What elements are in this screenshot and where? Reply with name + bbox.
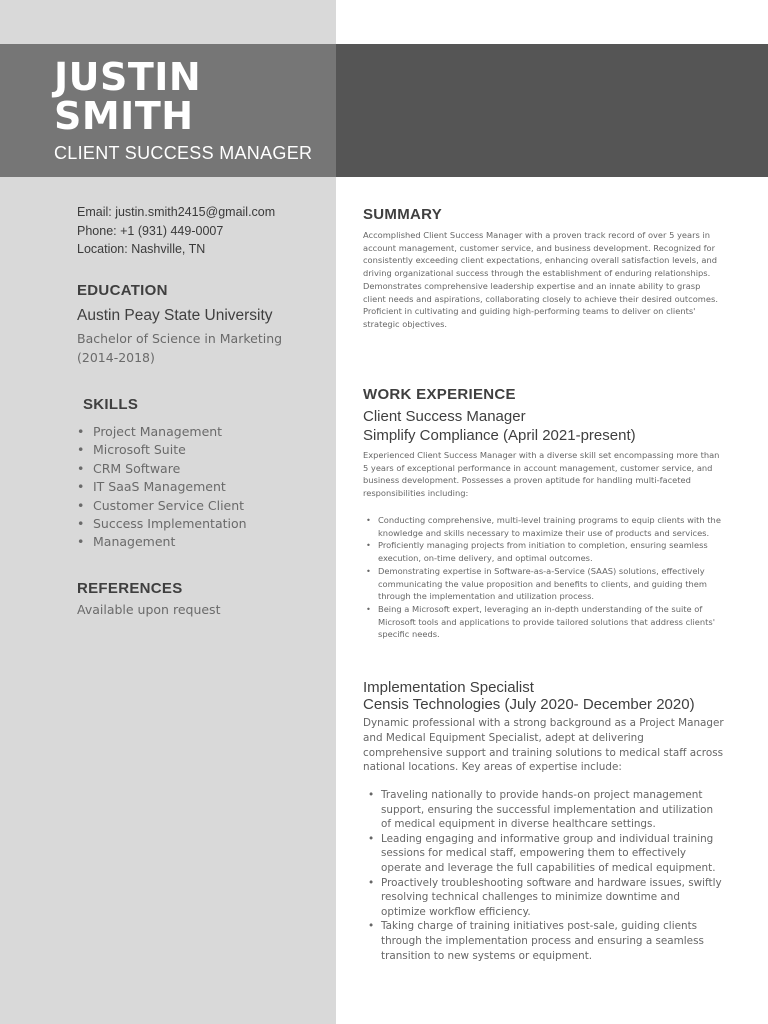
last-name: SMITH: [54, 94, 194, 138]
job-bullet: • Taking charge of training initiatives post-sale, guiding clients through the implementation process and ensuring a seamless transition to new systems or equipment.: [368, 919, 726, 963]
header-band-right: [336, 44, 768, 177]
skill-item: • CRM Software: [77, 460, 247, 478]
references-text: Available upon request: [77, 602, 221, 617]
job-bullet: • Being a Microsoft expert, leveraging an in-depth understanding of the suite of Microsoft tools and applications to provide tailored solutions that address clients' specific needs.: [366, 603, 724, 641]
candidate-name: [54, 55, 202, 138]
education-school: Austin Peay State University: [77, 307, 273, 324]
skill-item: • Success Implementation: [77, 515, 247, 533]
skills-heading: SKILLS: [83, 396, 139, 413]
job-bullet: • Proactively troubleshooting software and hardware issues, swiftly resolving technical challenges to minimize downtime and optimize workflow efficiency.: [368, 876, 726, 920]
contact-block: [77, 203, 275, 259]
job-title: Client Success Manager: [363, 408, 526, 425]
skills-list: [77, 423, 247, 552]
work-experience-heading: WORK EXPERIENCE: [363, 386, 516, 403]
job-description: Dynamic professional with a strong background as a Project Manager and Medical Equipment Specialist, adept at delivering comprehensive support and training solutions to medical staff across national locations. Key areas of expertise include:: [363, 717, 724, 774]
first-name: JUSTIN: [54, 55, 202, 99]
contact-phone: Phone: +1 (931) 449-0007: [77, 223, 224, 238]
contact-email: Email: justin.smith2415@gmail.com: [77, 205, 276, 219]
job-bullet: • Demonstrating expertise in Software-as-a-Service (SAAS) solutions, effectively communicating the value proposition and benefits to clients, and guiding them through the implementation and utilization process.: [366, 565, 724, 603]
skill-item: • Project Management: [77, 423, 247, 441]
contact-location: Location: Nashville, TN: [77, 242, 206, 256]
references-heading: REFERENCES: [77, 580, 183, 597]
job-bullet: • Proficiently managing projects from initiation to completion, ensuring seamless execution, on-time delivery, and optimal outcomes.: [366, 539, 724, 564]
skill-item: • Customer Service Client: [77, 497, 247, 515]
summary-heading: SUMMARY: [363, 206, 443, 223]
job-bullet: • Traveling nationally to provide hands-on project management support, ensuring the successful implementation and utilization of medical equipment in diverse healthcare settings.: [368, 788, 726, 832]
job-company: Censis Technologies (July 2020- December 2020): [363, 696, 695, 713]
skill-item: • Management: [77, 533, 247, 551]
skill-item: • Microsoft Suite: [77, 441, 247, 459]
job-title: Implementation Specialist: [363, 679, 534, 696]
job-company: Simplify Compliance (April 2021-present): [363, 427, 636, 444]
summary-text: Accomplished Client Success Manager with a proven track record of over 5 years in account management, customer service, and business development. Recognized for consistently exceeding client expectations, enhancing overall satisfaction levels, and driving organizational success through the establishment of enduring relationships. Demonstrates comprehensive leadership expertise and an innate ability to grasp client needs and aspirations, collaborating closely to achieve their desired outcomes. Proficient in cultivating and guiding high-performing teams to deliver on clients' strategic objectives.: [363, 230, 718, 329]
education-heading: EDUCATION: [77, 282, 168, 299]
job-role: CLIENT SUCCESS MANAGER: [54, 143, 313, 163]
job-description: Experienced Client Success Manager with a diverse skill set encompassing more than 5 years of exceptional performance in account management, customer service, and business development. Possesses a proven aptitude for handling multi-faceted responsibilities including:: [363, 450, 720, 499]
job-bullet-list: [366, 514, 724, 641]
job-bullet: • Conducting comprehensive, multi-level training programs to equip clients with the knowledge and skills necessary to maximize their use of products and services.: [366, 514, 724, 539]
job-bullet: • Leading engaging and informative group and individual training sessions for medical staff, empowering them to effectively operate and leverage the full capabilities of medical equipment.: [368, 832, 726, 876]
skill-item: • IT SaaS Management: [77, 478, 247, 496]
education-degree: Bachelor of Science in Marketing (2014-2018): [77, 331, 283, 365]
job-bullet-list: [368, 788, 726, 963]
